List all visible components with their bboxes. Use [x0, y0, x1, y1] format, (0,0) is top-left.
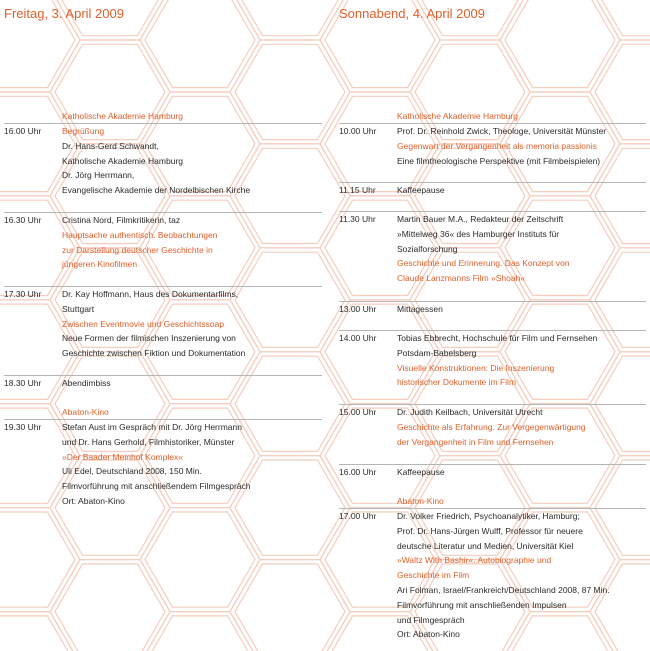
entry-text-line: Filmvorführung mit anschließendem Filmgespräch	[62, 481, 251, 492]
entry-highlight-line: Abaton-Kino	[62, 407, 109, 417]
entry-text-line: Prof. Dr. Reinhold Zwick, Theologe, Universität Münster	[397, 126, 607, 136]
entry-text-line: und Dr. Hans Gerhold, Filmhistoriker, Münster	[62, 436, 235, 447]
entry-details	[397, 509, 610, 642]
entry-highlight-line: Gegenwart der Vergangenheit als memoria passionis	[397, 140, 597, 151]
day1-schedule	[4, 0, 322, 651]
entry-details	[397, 212, 569, 286]
entry-details	[397, 124, 606, 168]
entry-highlight-line: »Der Baader Meinhof Komplex«	[62, 451, 183, 462]
entry-details	[397, 109, 518, 124]
entry-highlight-line: der Vergangenheit in Film und Fernsehen	[397, 436, 554, 447]
entry-details	[62, 109, 183, 124]
day1-title: Freitag, 3. April 2009	[4, 6, 124, 21]
entry-time: 11.30 Uhr	[339, 214, 376, 224]
entry-highlight-line: Geschichte und Erinnerung. Das Konzept von	[397, 258, 570, 269]
entry-details	[397, 494, 444, 509]
entry-details	[397, 331, 597, 390]
entry-time: 16.00 Uhr	[339, 467, 377, 477]
entry-text-line: Dr. Hans-Gerd Schwandt,	[62, 140, 159, 151]
entry-time: 11.15 Uhr	[339, 185, 376, 195]
entry-details	[397, 302, 443, 317]
entry-details	[62, 420, 251, 509]
entry-time: 17.00 Uhr	[339, 511, 377, 521]
entry-time: 18.30 Uhr	[4, 378, 42, 388]
entry-highlight-line: Hauptsache authentisch. Beobachtungen	[62, 229, 218, 240]
entry-highlight-line: Geschichte als Erfahrung. Zur Vergegenwärtigung	[397, 421, 586, 432]
entry-text-line: Mittagessen	[397, 304, 443, 314]
entry-highlight-line: »Waltz With Bashir«. Autobiographie und	[397, 555, 552, 566]
entry-details	[62, 124, 250, 198]
entry-text-line: »Mittelweg 36« des Hamburger Instituts für	[397, 228, 560, 239]
entry-text-line: Ort: Abaton-Kino	[62, 495, 125, 506]
entry-text-line: Uli Edel, Deutschland 2008, 150 Min.	[62, 466, 202, 477]
entry-time: 16.00 Uhr	[4, 126, 42, 136]
entry-text-line: Neue Formen der filmischen Inszenierung von	[62, 333, 236, 344]
entry-details	[62, 405, 109, 420]
entry-highlight-line: Geschichte im Film	[397, 570, 470, 581]
entry-time: 14.00 Uhr	[339, 333, 377, 343]
entry-highlight-line: Visuelle Konstruktionen: Die Inszenierung	[397, 362, 555, 373]
entry-highlight-line: jüngeren Kinofilmen	[62, 259, 138, 270]
entry-text-line: Prof. Dr. Hans-Jürgen Wulff, Professor für neuere	[397, 525, 583, 536]
entry-text-line: Kaffeepause	[397, 467, 445, 477]
entry-text-line: Katholische Akademie Hamburg	[62, 155, 183, 166]
day2-title: Sonnabend, 4. April 2009	[339, 6, 486, 21]
entry-highlight-line: Zwischen Eventmovie und Geschichtssoap	[62, 318, 225, 329]
entry-highlight-line: Abaton-Kino	[397, 496, 444, 506]
entry-time: 13.00 Uhr	[339, 304, 377, 314]
entry-text-line: Ari Folman, Israel/Frankreich/Deutschland 2008, 87 Min.	[397, 584, 610, 595]
entry-text-line: und Filmgespräch	[397, 614, 465, 625]
entry-highlight-line: Katholische Akademie Hamburg	[62, 111, 183, 121]
entry-highlight-line: zur Darstellung deutscher Geschichte in	[62, 244, 213, 255]
entry-text-line: Dr. Jörg Herrmann,	[62, 170, 135, 181]
entry-text-line: Potsdam-Babelsberg	[397, 347, 477, 358]
entry-text-line: deutsche Literatur und Medien, Universität Kiel	[397, 540, 574, 551]
entry-text-line: Evangelische Akademie der Nordelbischen Kirche	[62, 185, 251, 196]
entry-text-line: Cristina Nord, Filmkritikerin, taz	[62, 215, 181, 225]
entry-time: 15.00 Uhr	[339, 407, 377, 417]
entry-text-line: Geschichte zwischen Fiktion und Dokumentation	[62, 348, 246, 359]
entry-highlight-line: Begrüßung	[62, 126, 105, 136]
entry-text-line: Stefan Aust im Gespräch mit Dr. Jörg Herrmann	[62, 422, 242, 432]
entry-text-line: Filmvorführung mit anschließenden Impulsen	[397, 599, 567, 610]
entry-time: 10.00 Uhr	[339, 126, 377, 136]
entry-time: 16.30 Uhr	[4, 215, 42, 225]
entry-highlight-line: historischer Dokumente im Film	[397, 377, 517, 388]
entry-text-line: Abendimbiss	[62, 378, 111, 388]
entry-details	[397, 405, 586, 449]
entry-highlight-line: Katholische Akademie Hamburg	[397, 111, 518, 121]
entry-text-line: Martin Bauer M.A., Redakteur der Zeitschrift	[397, 214, 564, 224]
entry-text-line: Tobias Ebbrecht, Hochschule für Film und Fernsehen	[397, 333, 598, 343]
entry-details	[62, 376, 111, 391]
entry-text-line: Dr. Volker Friedrich, Psychoanalytiker, Hamburg;	[397, 511, 580, 521]
entry-text-line: Dr. Judith Keilbach, Universität Utrecht	[397, 407, 543, 417]
entry-text-line: Kaffeepause	[397, 185, 445, 195]
entry-time: 19.30 Uhr	[4, 422, 42, 432]
entry-details	[397, 183, 445, 198]
entry-details	[62, 287, 245, 361]
entry-text-line: Sozialforschung	[397, 243, 458, 254]
entry-text-line: Eine filmtheologische Perspektive (mit Filmbeispielen)	[397, 155, 601, 166]
entry-text-line: Dr. Kay Hoffmann, Haus des Dokumentarfilms,	[62, 289, 239, 299]
day2-schedule	[339, 0, 646, 651]
entry-text-line: Stuttgart	[62, 303, 95, 314]
entry-details	[62, 213, 217, 272]
entry-highlight-line: Claude Lanzmanns Film »Shoah«	[397, 273, 526, 284]
entry-details	[397, 465, 445, 480]
entry-text-line: Ort: Abaton-Kino	[397, 629, 460, 640]
entry-time: 17.30 Uhr	[4, 289, 42, 299]
